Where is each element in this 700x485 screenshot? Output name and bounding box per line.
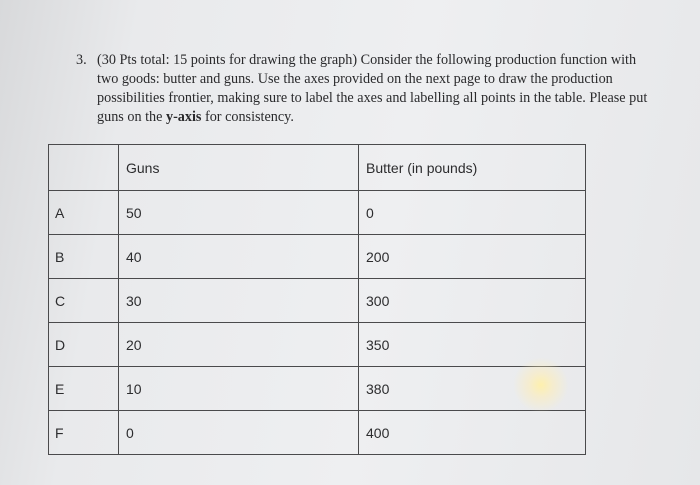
row-label: E — [49, 367, 119, 411]
butter-cell: 400 — [359, 411, 586, 455]
guns-cell: 30 — [119, 279, 359, 323]
question-text-bold: y-axis — [165, 109, 202, 125]
row-label: B — [49, 235, 119, 279]
table-row — [49, 411, 586, 455]
header-cell-butter: Butter (in pounds) — [359, 145, 586, 191]
table-row — [49, 279, 586, 323]
row-label: D — [49, 323, 119, 367]
row-label: A — [49, 191, 119, 235]
guns-cell: 10 — [119, 367, 359, 411]
butter-cell: 0 — [359, 191, 586, 235]
butter-cell: 350 — [359, 323, 586, 367]
question-number: 3. — [76, 52, 87, 68]
header-cell-label — [49, 145, 119, 191]
guns-cell: 50 — [119, 191, 359, 235]
question-text — [97, 51, 652, 127]
question-text-main: (30 Pts total: 15 points for drawing the graph) Consider the following production function with two goods: butter and guns. Use the axes provided on the next page to draw the production possibilities frontier, making sure to label the axes and labelling all points in the table. Please put guns on the — [97, 52, 648, 125]
butter-cell: 300 — [359, 279, 586, 323]
table-header-row — [49, 145, 586, 191]
guns-cell: 0 — [119, 411, 359, 455]
production-table — [48, 144, 586, 455]
header-cell-guns: Guns — [119, 145, 359, 191]
table-row — [49, 323, 586, 367]
butter-cell: 380 — [359, 367, 586, 411]
question-text-end: for consistency. — [201, 109, 294, 125]
row-label: C — [49, 279, 119, 323]
guns-cell: 20 — [119, 323, 359, 367]
row-label: F — [49, 411, 119, 455]
table-row — [49, 235, 586, 279]
butter-cell: 200 — [359, 235, 586, 279]
table-row — [49, 191, 586, 235]
guns-cell: 40 — [119, 235, 359, 279]
table-row — [49, 367, 586, 411]
